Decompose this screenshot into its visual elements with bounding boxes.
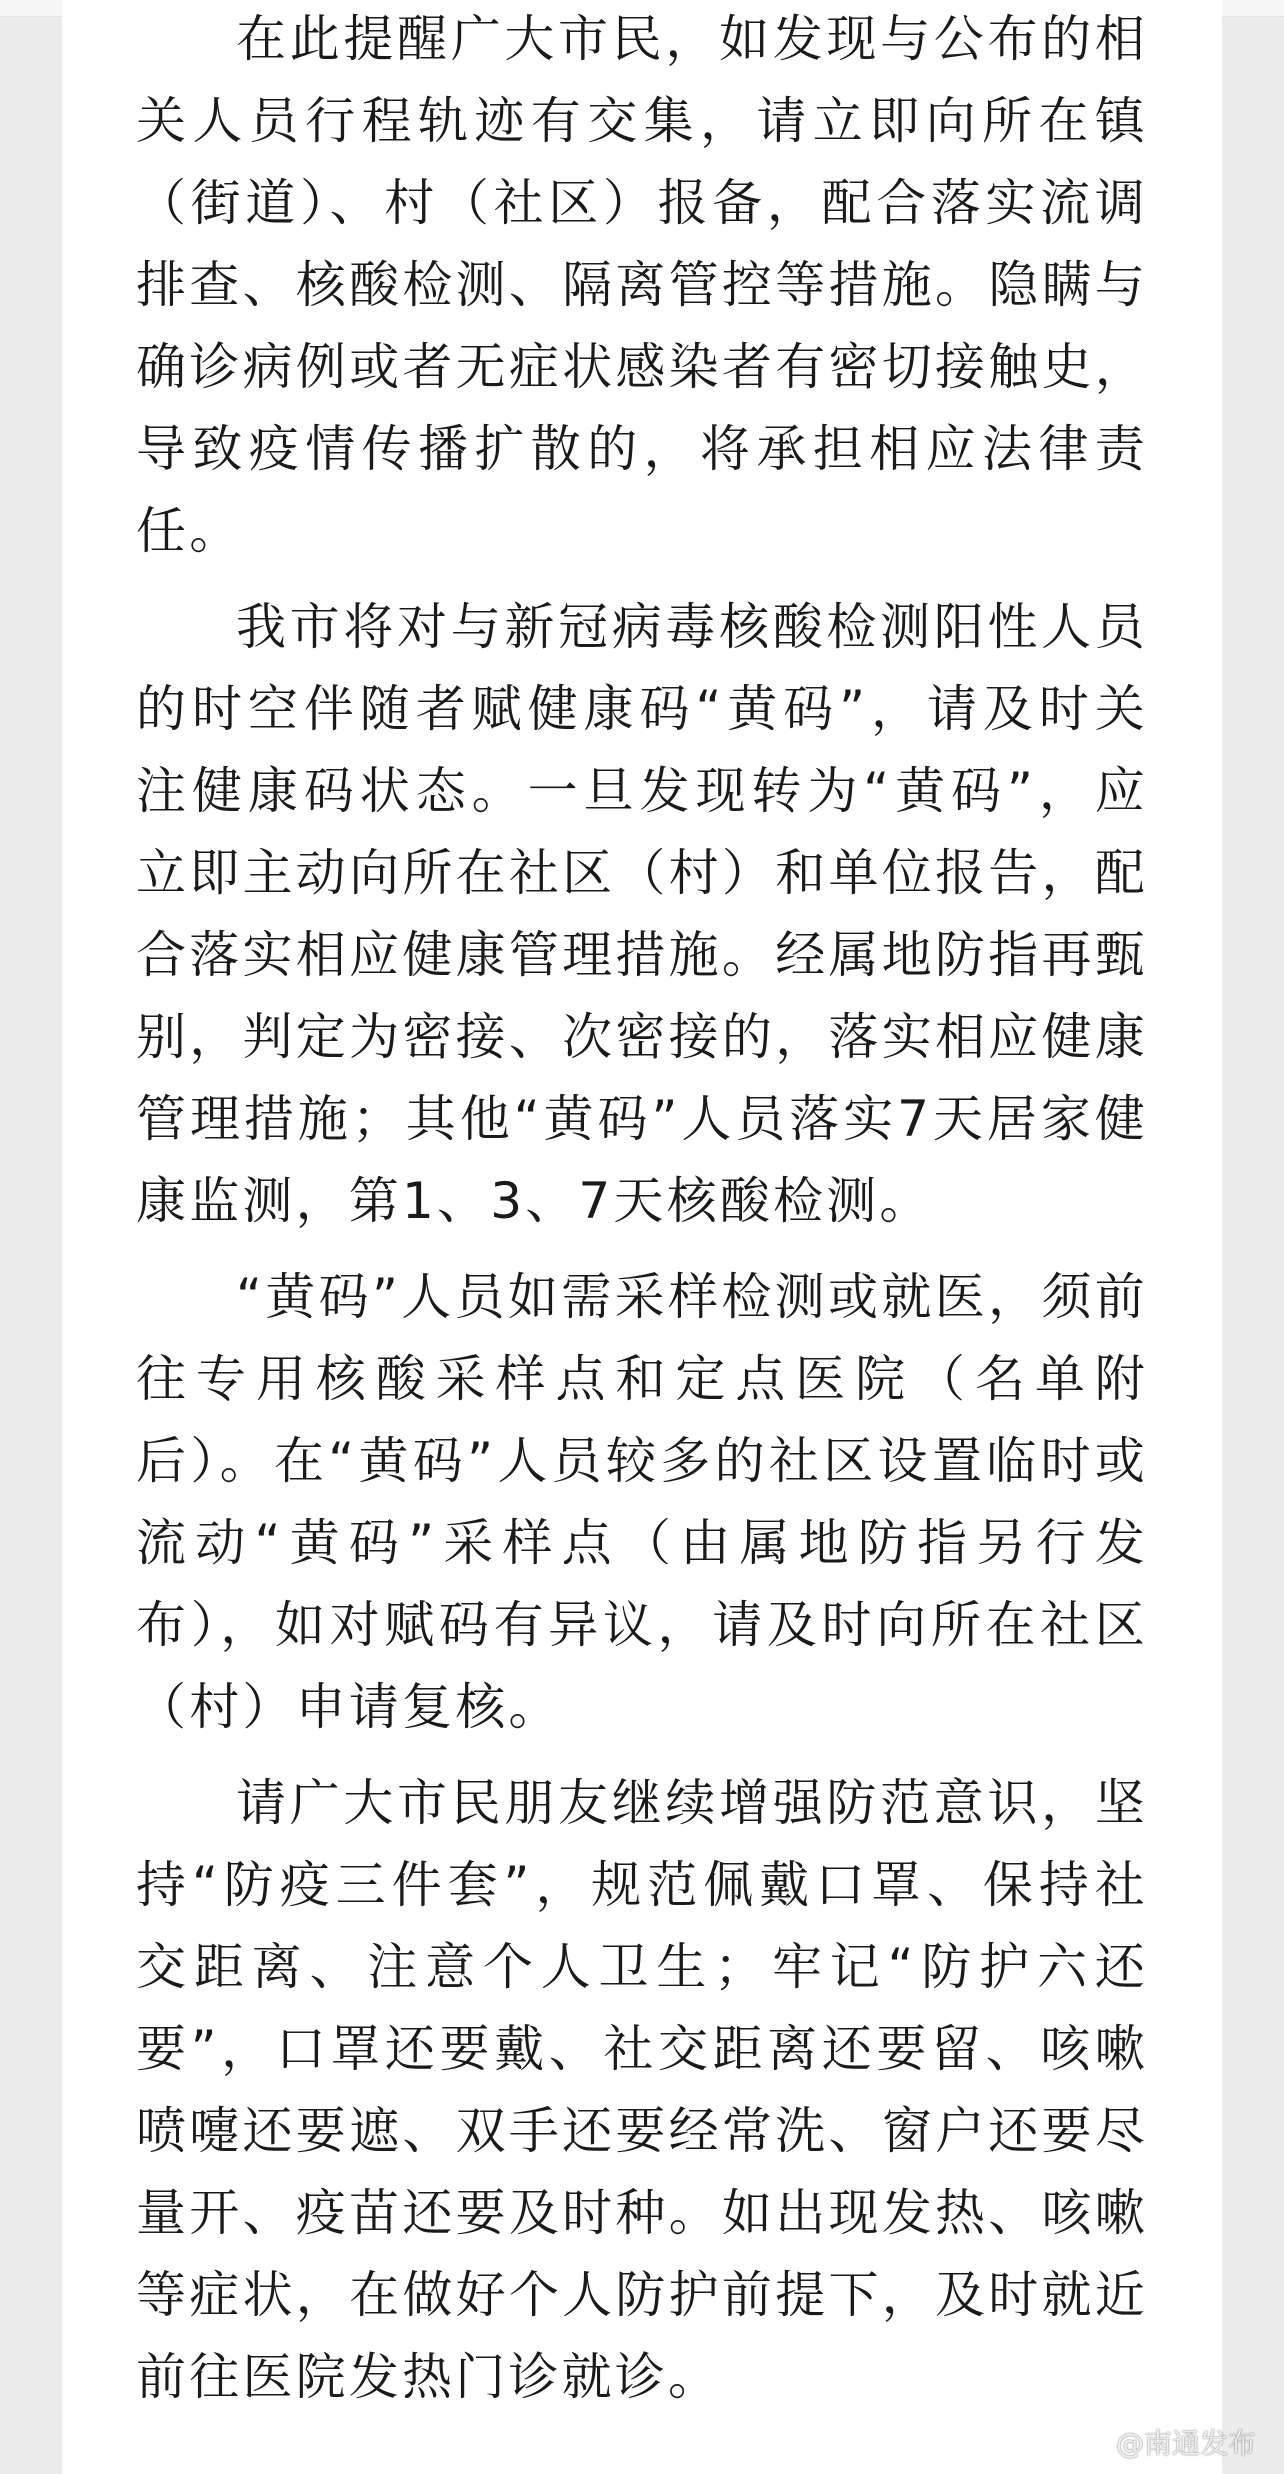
article-body: [136, 0, 1148, 2432]
weibo-logo-icon: [1078, 2427, 1108, 2457]
article-page: [62, 0, 1222, 2474]
paragraph-reminder: 在此提醒广大市民，如发现与公布的相关人员行程轨迹有交集，请立即向所在镇（街道）、村（社区）报备，配合落实流调排查、核酸检测、隔离管控等措施。隐瞒与确诊病例或者无症状感染者有密切接触史，导致疫情传播扩散的，将承担相应法律责任。: [136, 10, 1148, 560]
watermark-text: @南通发布: [1115, 2427, 1256, 2460]
paragraph-prevention: 请广大市民朋友继续增强防范意识，坚持“防疫三件套”，规范佩戴口罩、保持社交距离、注意个人卫生；牢记“防护六还要”，口罩还要戴、社交距离还要留、咳嗽喷嚏还要遮、双手还要经常洗、窗户还要尽量开、疫苗还要及时种。如出现发热、咳嗽等症状，在做好个人防护前提下，及时就近前往医院发热门诊就诊。: [136, 1774, 1148, 2406]
paragraph-sampling: “黄码”人员如需采样检测或就医，须前往专用核酸采样点和定点医院（名单附后）。在“黄码”人员较多的社区设置临时或流动“黄码”采样点（由属地防指另行发布），如对赋码有异议，请及时向所在社区（村）申请复核。: [136, 1268, 1148, 1736]
paragraph-yellow-code: 我市将对与新冠病毒核酸检测阳性人员的时空伴随者赋健康码“黄码”，请及时关注健康码状态。一旦发现转为“黄码”，应立即主动向所在社区（村）和单位报告，配合落实相应健康管理措施。经属地防指再甄别，判定为密接、次密接的，落实相应健康管理措施；其他“黄码”人员落实7天居家健康监测，第1、3、7天核酸检测。: [136, 598, 1148, 1230]
watermark: [1078, 2422, 1256, 2462]
